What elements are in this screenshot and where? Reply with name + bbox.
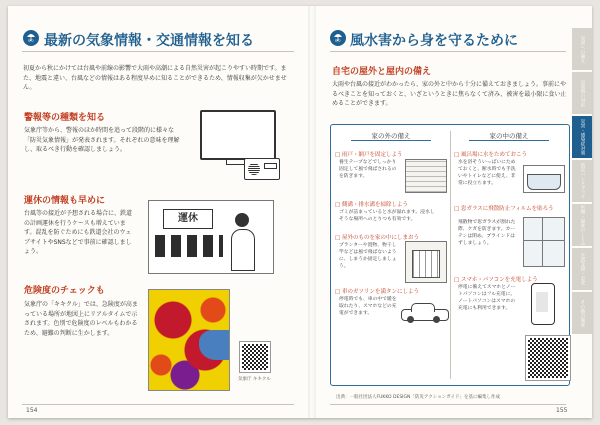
chapter-tab[interactable]: 医療・福祉のしくみ	[572, 204, 592, 246]
chapter-tab[interactable]: 災害時の対応	[572, 72, 592, 114]
kikikuru-qr-code[interactable]	[240, 342, 270, 372]
qr-caption: 気象庁 キキクル	[238, 377, 271, 382]
suspension-sign: 運休	[163, 209, 213, 229]
intro-text: 初夏から秋にかけては台風や前線の影響で大雨や高潮による自然災害が起こりやすい時期です。また、地震と違い、台風などの情報はある程度早めに知ることができるため、情報収集が欠かせません。	[23, 65, 287, 91]
window-film-illustration	[523, 217, 565, 267]
radio-illustration	[244, 158, 280, 180]
shutter-illustration	[405, 159, 447, 193]
guide-qr-code[interactable]	[526, 336, 570, 380]
smartphone-illustration	[531, 283, 555, 325]
section-heading-risk: 危険度のチェックも	[24, 286, 105, 296]
section-text-warnings: 気象庁等から、警報のほか時間を追って段階的に様々な「防災気象情報」が発表されます。それぞれの意味を理解し、取るべき行動を確認しましょう。	[24, 127, 180, 153]
risk-map	[148, 289, 230, 391]
chapter-tabs	[572, 28, 592, 336]
intro-text-right: 大雨や台風の接近がわかったら、家の外と中から十分に備えておきましょう。事前にやるべきことを知っておくと、いざというときに焦らなくて済み、被害を最小限に食い止めることができます。	[332, 81, 567, 107]
outdoor-item-label: □ 車のガソリンを満タンにしよう	[335, 289, 419, 295]
umbrella-icon: ｶｳﾝ	[330, 30, 346, 46]
outdoor-item-text: 養生テープなどでしっかり固定して風で飛ばされるのを防ぎます。	[339, 160, 397, 179]
page-title: 最新の気象情報・交通情報を知る	[44, 33, 254, 49]
indoor-item-label: □ 窓ガラスに飛散防止フィルムを貼ろう	[454, 206, 554, 212]
outdoor-item-label: □ 屋外のものを家の中にしまおう	[335, 235, 419, 241]
column-divider	[450, 131, 451, 379]
indoor-item-text: 水を浴そういっぱいにためておくと、断水時でも手洗いやトイレなどに使え、非常に役立ちます。	[458, 160, 516, 186]
outdoor-item-text: プランターや置物、物干し竿などは風で飛ばないように、しまうか固定しましょう。	[339, 243, 397, 269]
page-number-left: 154	[26, 407, 38, 414]
book-spread	[8, 6, 592, 418]
subtitle: 自宅の屋外と屋内の備え	[332, 67, 432, 77]
footer-rule	[22, 404, 294, 405]
bathtub-illustration	[523, 165, 565, 193]
chapter-tab[interactable]: 災害への備え	[572, 28, 592, 70]
section-heading-warnings: 警報等の種類を知る	[24, 113, 106, 123]
outdoor-item-label: □ 雨戸・網戸を固定しよう	[335, 152, 403, 158]
title-rule-right	[330, 51, 566, 52]
section-text-risk: 気象庁の「キキクル」では、急険度が高まっている場所が地図上にリアルタイムで示されます。色別で危険度のレベルもわかるため、避難の判断に生かします。	[24, 301, 138, 337]
footer-rule-right	[330, 404, 566, 405]
section-heading-suspension: 運休の情報も早めに	[24, 196, 106, 206]
outdoor-header: 家の外の備え	[351, 131, 431, 141]
indoor-item-label: □ スマホ・パソコンを充電しよう	[454, 277, 538, 283]
umbrella-icon: ｶｳﾝ	[23, 30, 39, 46]
page-number-right: 155	[556, 407, 568, 414]
station-illustration	[148, 200, 274, 274]
ticket-gates	[155, 235, 223, 257]
source-note: 出典：一般社団法人FUKKO DESIGN「防災アクションガイド」を基に編集し作成	[336, 395, 500, 400]
outdoor-item-text: 停電時でも、車の中で暖を取れたり、スマホなどの充電ができます。	[339, 297, 397, 316]
indoor-item-text: 停電に備えてスマホとノートパソコンはフル充電に。ノートパソコンはスマホの充電にも利用できます。	[458, 285, 516, 311]
outdoor-item-text: ゴミが詰まっていると水が溢れます。浸水しそうな場所へのとりつも有効です。	[339, 210, 435, 222]
section-text-suspension: 台風等の接近が予想される場合に、鉄道の計画運休を行うケースも増えています。混乱を防ぐためにも鉄道会社のウェブサイトやSNSなどで事前に確認しましょう。	[24, 210, 133, 255]
indoor-header: 家の中の備え	[469, 131, 549, 141]
storage-illustration	[405, 241, 447, 283]
chapter-tab-active[interactable]: 災害・感染症対策	[572, 116, 592, 158]
indoor-item-text: 飛散物で窓ガラスが割れた際、ケガを防ぎます。カーテンは閉め、ブラインドはずしましょう。	[458, 220, 516, 246]
chapter-tab[interactable]: その他の制度	[572, 292, 592, 334]
chapter-tab[interactable]: 生活支援・お金	[572, 248, 592, 290]
indoor-item-label: □ 風呂場に水をためておこう	[454, 152, 527, 158]
chapter-tab[interactable]: 防災ハンドブック	[572, 160, 592, 202]
car-illustration	[401, 303, 447, 323]
title-rule	[22, 51, 294, 52]
book-gutter	[308, 6, 316, 418]
page-title-right: 風水害から身を守るために	[350, 33, 518, 49]
left-page	[8, 6, 308, 418]
right-page	[316, 6, 592, 418]
person-with-phone	[229, 213, 255, 271]
outdoor-item-label: □ 側溝・排水溝を掃除しよう	[335, 202, 408, 208]
tv-illustration	[200, 110, 276, 160]
